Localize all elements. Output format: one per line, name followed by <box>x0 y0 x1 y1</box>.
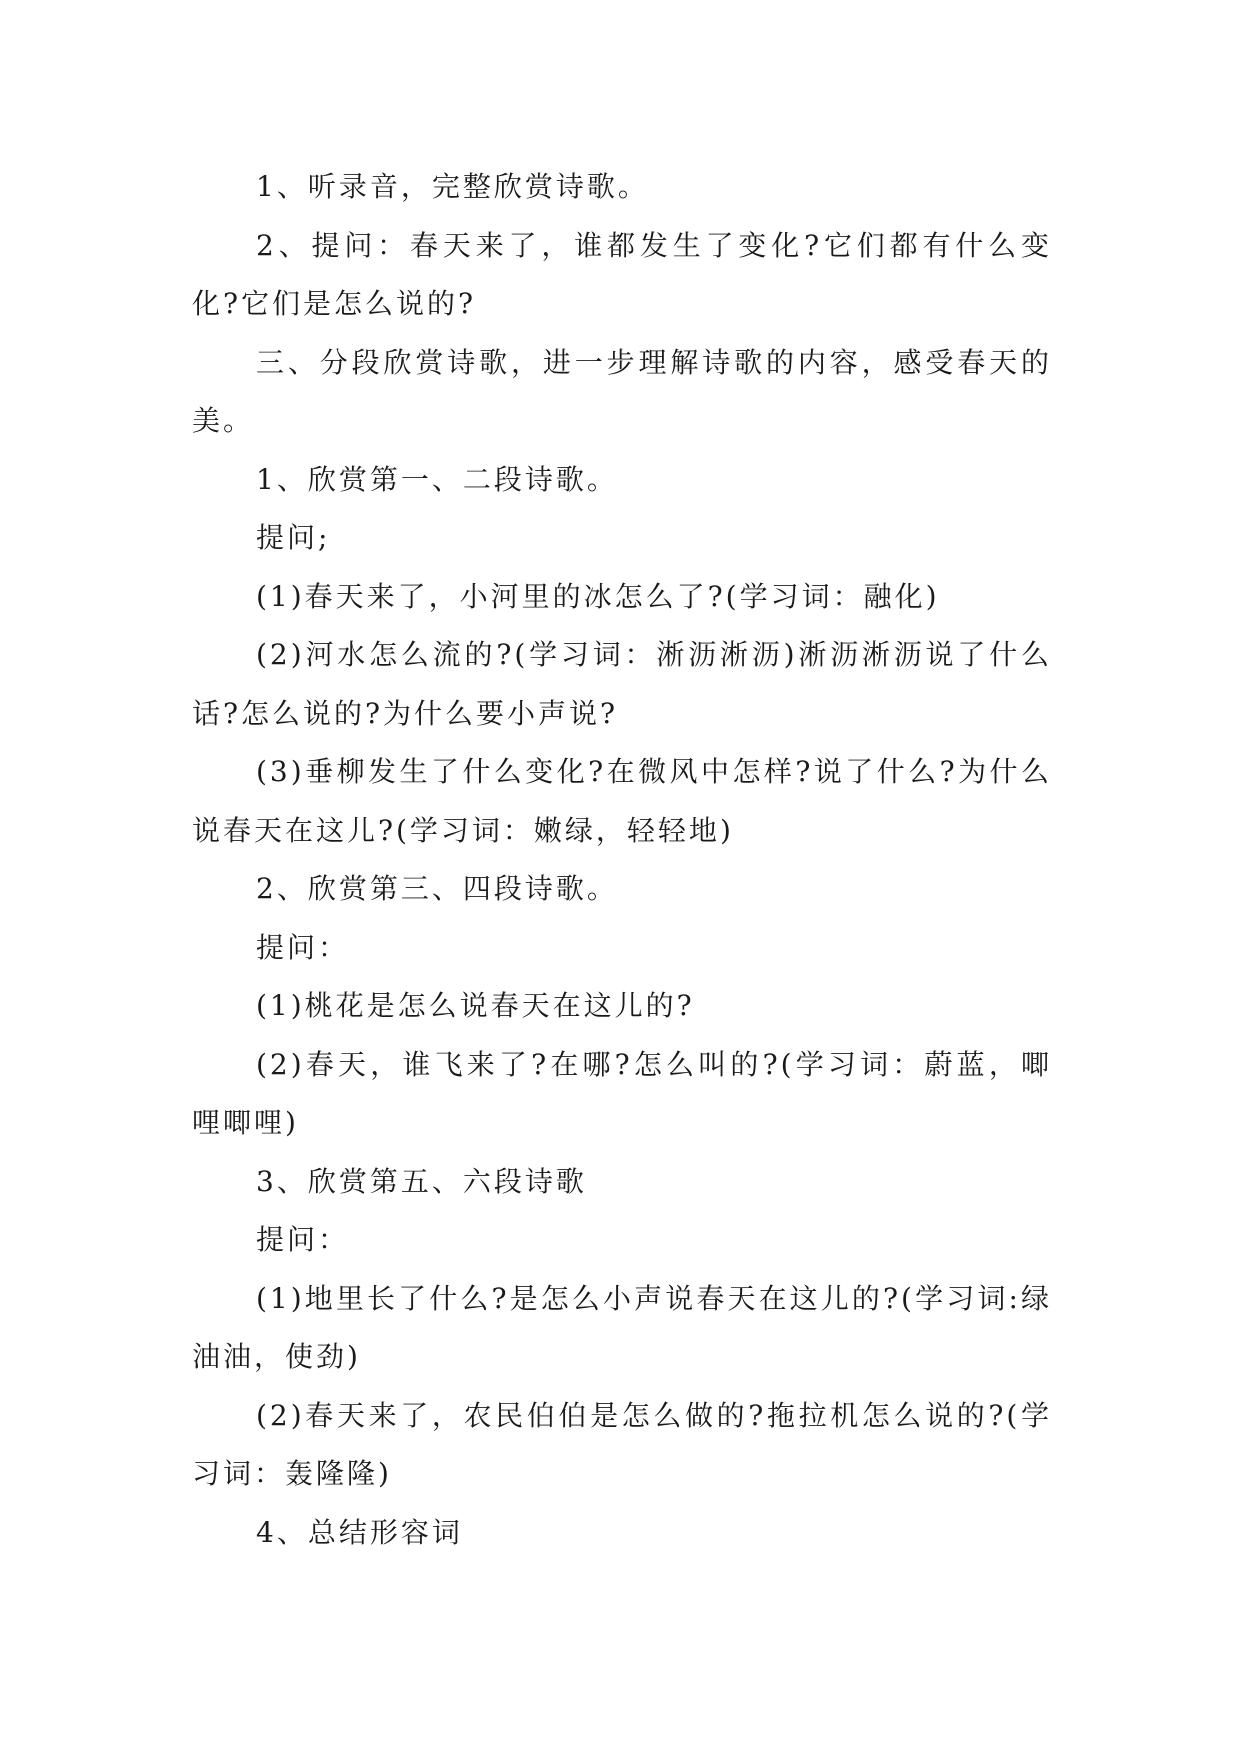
document-body <box>192 158 1052 1562</box>
paragraph: 提问; <box>256 521 331 554</box>
paragraph: (2)春天来了，农民伯伯是怎么做的?拖拉机怎么说的?(学习词：轰隆隆) <box>192 1398 1052 1490</box>
paragraph: 提问： <box>256 1223 350 1256</box>
paragraph: (1)春天来了，小河里的冰怎么了?(学习词：融化) <box>256 579 940 613</box>
paragraph: (2)河水怎么流的?(学习词：淅沥淅沥)淅沥淅沥说了什么话?怎么说的?为什么要小声说? <box>192 638 1052 730</box>
paragraph: 4、总结形容词 <box>256 1515 463 1549</box>
paragraph: (1)地里长了什么?是怎么小声说春天在这儿的?(学习词:绿油油，使劲) <box>192 1281 1052 1373</box>
paragraph: 1、欣赏第一、二段诗歌。 <box>256 462 618 496</box>
paragraph: 三、分段欣赏诗歌，进一步理解诗歌的内容，感受春天的美。 <box>192 345 1052 437</box>
paragraph: (3)垂柳发生了什么变化?在微风中怎样?说了什么?为什么说春天在这儿?(学习词：嫩绿，轻轻地) <box>192 755 1052 847</box>
paragraph: (1)桃花是怎么说春天在这儿的? <box>256 989 695 1022</box>
paragraph: 3、欣赏第五、六段诗歌 <box>256 1164 587 1198</box>
paragraph: 1、听录音，完整欣赏诗歌。 <box>256 170 649 203</box>
paragraph: 提问： <box>256 930 350 964</box>
paragraph: 2、提问：春天来了，谁都发生了变化?它们都有什么变化?它们是怎么说的? <box>192 228 1052 320</box>
paragraph: (2)春天，谁飞来了?在哪?怎么叫的?(学习词：蔚蓝，唧哩唧哩) <box>192 1047 1052 1139</box>
paragraph: 2、欣赏第三、四段诗歌。 <box>256 872 618 905</box>
